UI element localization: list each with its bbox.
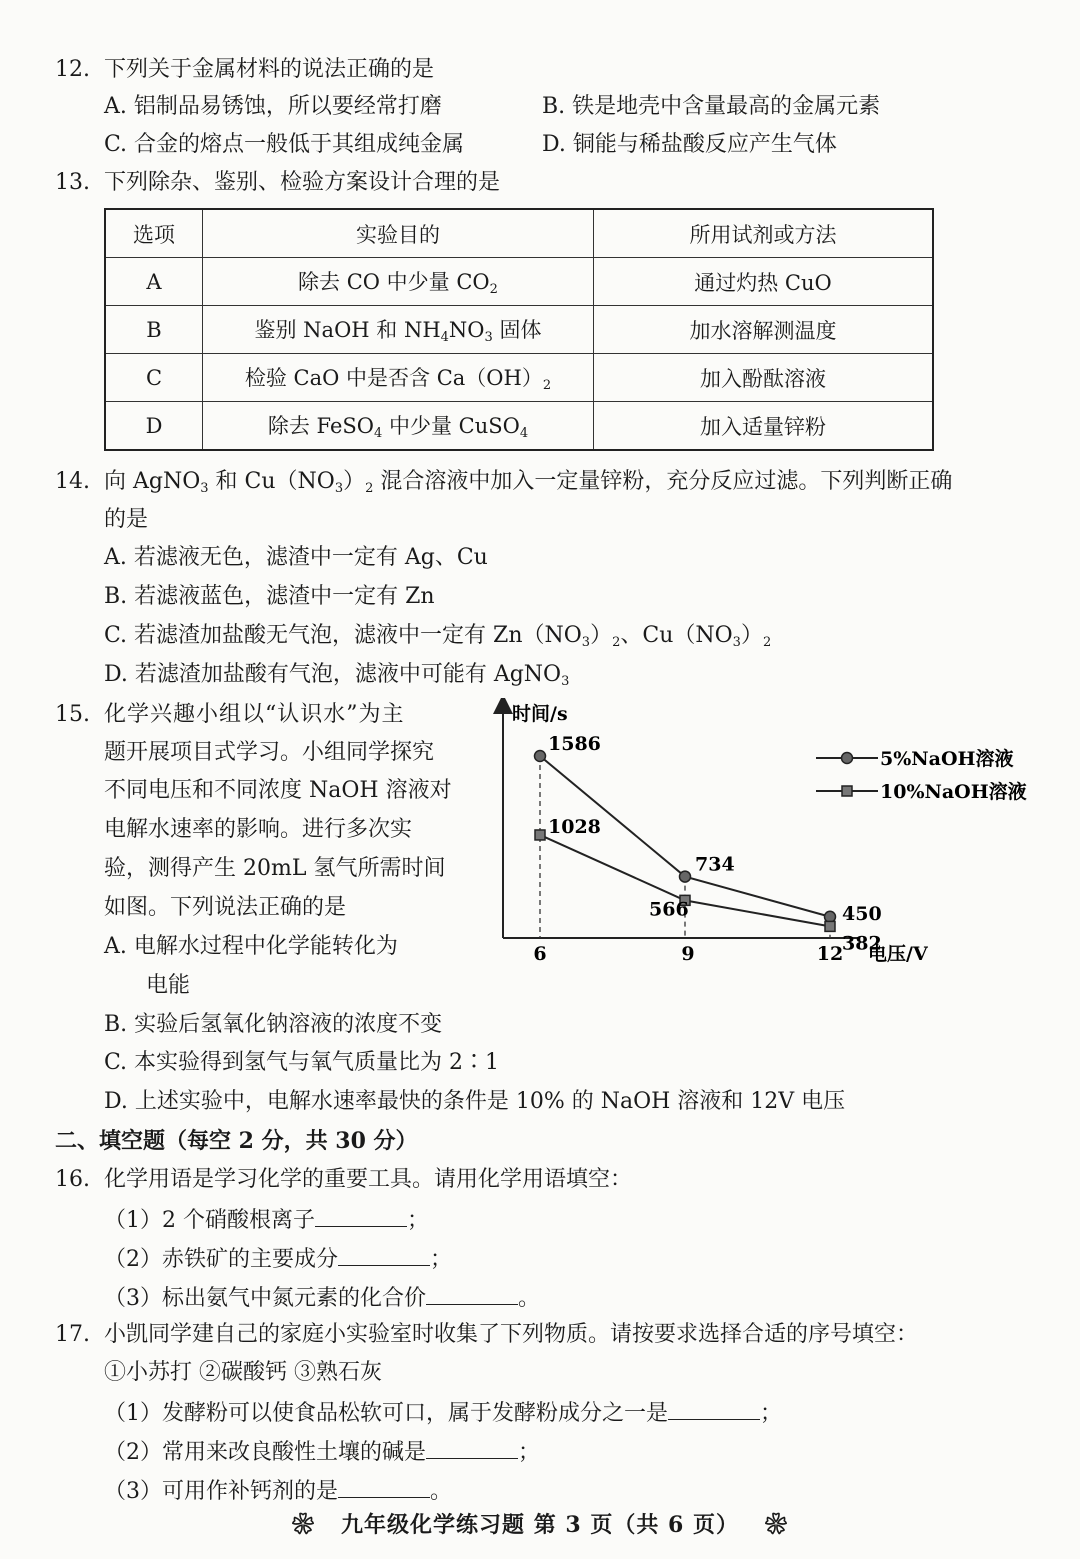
- q15-option-b: B. 实验后氢氧化钠溶液的浓度不变: [104, 1012, 443, 1037]
- answer-blank[interactable]: [426, 1436, 518, 1459]
- data-point: [535, 751, 546, 762]
- legend-marker-10pct: [842, 786, 852, 796]
- header-goal: 实验目的: [203, 209, 594, 258]
- q12-stem: 下列关于金属材料的说法正确的是: [104, 57, 435, 82]
- q14-stem-cont: 的是: [104, 507, 149, 532]
- x-tick-label: 6: [533, 943, 547, 965]
- flower-ornament-icon: ❀: [764, 1512, 788, 1538]
- q17-part-3: （3）可用作补钙剂的是 。: [104, 1475, 452, 1507]
- x-tick-label: 12: [816, 943, 844, 965]
- legend-label-10pct: 10%NaOH溶液: [880, 781, 1027, 803]
- row-method: 加入适量锌粉: [594, 402, 934, 451]
- row-option: A: [105, 258, 203, 306]
- q15-stem-line: 如图。下列说法正确的是: [104, 895, 347, 920]
- table-row: [105, 258, 933, 306]
- row-method: 通过灼热 CuO: [594, 258, 934, 306]
- data-label: 382: [842, 932, 882, 955]
- q14-stem: 向 AgNO$_3$ 和 $Cu(NO_3)_2$ 混合溶液中加入一定量锌粉，充分反应过滤。下列判断正确: [104, 469, 953, 496]
- q15-option-a-cont: 电能: [146, 973, 191, 998]
- data-label: 1586: [548, 733, 601, 755]
- q15-stem-line: 化学兴趣小组以“认识水”为主: [104, 702, 405, 727]
- q16-part-1: （1）2 个硝酸根离子 ；: [104, 1204, 429, 1236]
- q16-part-3: （3）标出氨气中氮元素的化合价 。: [104, 1282, 540, 1314]
- answer-blank[interactable]: [668, 1397, 760, 1420]
- q15-option-d: D. 上述实验中，电解水速率最快的条件是 10% 的 NaOH 溶液和 12V 电压: [104, 1089, 846, 1114]
- q12-number: 12.: [55, 57, 90, 82]
- q17-stem: 小凯同学建自己的家庭小实验室时收集了下列物质。请按要求选择合适的序号填空：: [104, 1322, 919, 1347]
- row-goal: 鉴别 NaOH 和 $NH_4NO_3$ 固体: [203, 306, 594, 354]
- q15-option-c: C. 本实验得到氢气与氧气质量比为 2∶1: [104, 1050, 500, 1075]
- legend-marker-5pct: [842, 753, 853, 764]
- data-point: [825, 921, 835, 931]
- table-row: [105, 354, 933, 402]
- row-method: 加入酚酞溶液: [594, 354, 934, 402]
- q13-number: 13.: [55, 170, 90, 195]
- data-label: 450: [842, 902, 882, 925]
- data-label: 566: [649, 898, 689, 921]
- flower-ornament-icon: ❀: [292, 1512, 316, 1538]
- row-option: C: [105, 354, 203, 402]
- q16-part-2: （2）赤铁矿的主要成分 ；: [104, 1243, 452, 1275]
- q14-number: 14.: [55, 469, 90, 494]
- table-row: [105, 402, 933, 451]
- row-goal: 检验 CaO 中是否含 $Ca(OH)_2$: [203, 354, 594, 402]
- y-axis-label: 时间/s: [512, 703, 568, 725]
- answer-blank[interactable]: [426, 1282, 518, 1305]
- x-axis-label: 电压/V: [868, 943, 928, 965]
- q15-stem-line: 验，测得产生 20mL 氢气所需时间: [104, 856, 446, 881]
- answer-blank[interactable]: [338, 1243, 430, 1266]
- q17-part-2: （2）常用来改良酸性土壤的碱是 ；: [104, 1436, 540, 1468]
- row-option: B: [105, 306, 203, 354]
- page-footer: [0, 1508, 1080, 1539]
- row-goal: 除去 FeSO$_4$ 中少量 CuSO$_4$: [203, 402, 594, 451]
- data-point: [680, 871, 691, 882]
- header-method: 所用试剂或方法: [594, 209, 934, 258]
- q17-part-1: （1）发酵粉可以使食品松软可口，属于发酵粉成分之一是 ；: [104, 1397, 782, 1429]
- q15-stem-line: 题开展项目式学习。小组同学探究: [104, 740, 435, 765]
- q15-number: 15.: [55, 702, 90, 727]
- answer-blank[interactable]: [338, 1475, 430, 1498]
- q13-stem: 下列除杂、鉴别、检验方案设计合理的是: [104, 170, 501, 195]
- data-label: 1028: [548, 815, 601, 838]
- q12-option-d: D. 铜能与稀盐酸反应产生气体: [542, 132, 837, 157]
- row-goal: 除去 CO 中少量 $CO_2$: [203, 258, 594, 306]
- q14-option-a: A. 若滤液无色，滤渣中一定有 Ag、Cu: [104, 545, 488, 570]
- section-title: 二、填空题（每空 2 分，共 30 分）: [55, 1128, 418, 1154]
- header-option: 选项: [105, 209, 203, 258]
- q12-option-c: C. 合金的熔点一般低于其组成纯金属: [104, 132, 465, 157]
- row-option: D: [105, 402, 203, 451]
- x-tick-label: 9: [681, 943, 695, 965]
- row-method: 加水溶解测温度: [594, 306, 934, 354]
- q15-stem-line: 不同电压和不同浓度 NaOH 溶液对: [104, 778, 452, 803]
- q16-stem: 化学用语是学习化学的重要工具。请用化学用语填空：: [104, 1167, 633, 1192]
- q13-table: [104, 208, 934, 451]
- q15-stem-line: 电解水速率的影响。进行多次实: [104, 817, 413, 842]
- q12-option-a: A. 铝制品易锈蚀，所以要经常打磨: [104, 94, 442, 119]
- data-point: [535, 830, 545, 840]
- q14-option-b: B. 若滤液蓝色，滤渣中一定有 Zn: [104, 584, 435, 609]
- data-label: 734: [695, 853, 735, 876]
- q17-number: 17.: [55, 1322, 90, 1347]
- q14-option-d: D. 若滤渣加盐酸有气泡，滤液中可能有 AgNO$_3$: [104, 662, 570, 689]
- q12-option-b: B. 铁是地壳中含量最高的金属元素: [542, 94, 881, 119]
- table-header-row: [105, 209, 933, 258]
- answer-blank[interactable]: [315, 1204, 407, 1227]
- q15-option-a: A. 电解水过程中化学能转化为: [104, 934, 398, 959]
- electrolysis-time-chart: [480, 698, 1040, 973]
- table-row: [105, 306, 933, 354]
- footer-text: 九年级化学练习题 第 3 页（共 6 页）: [341, 1512, 739, 1538]
- q17-items: ①小苏打 ②碳酸钙 ③熟石灰: [104, 1360, 382, 1385]
- data-point: [825, 911, 836, 922]
- legend-label-5pct: 5%NaOH溶液: [880, 748, 1014, 770]
- q16-number: 16.: [55, 1167, 90, 1192]
- q14-option-c: C. 若滤渣加盐酸无气泡，滤液中一定有 $Zn(NO_3)_2$、$Cu(NO_3)_2$: [104, 623, 772, 650]
